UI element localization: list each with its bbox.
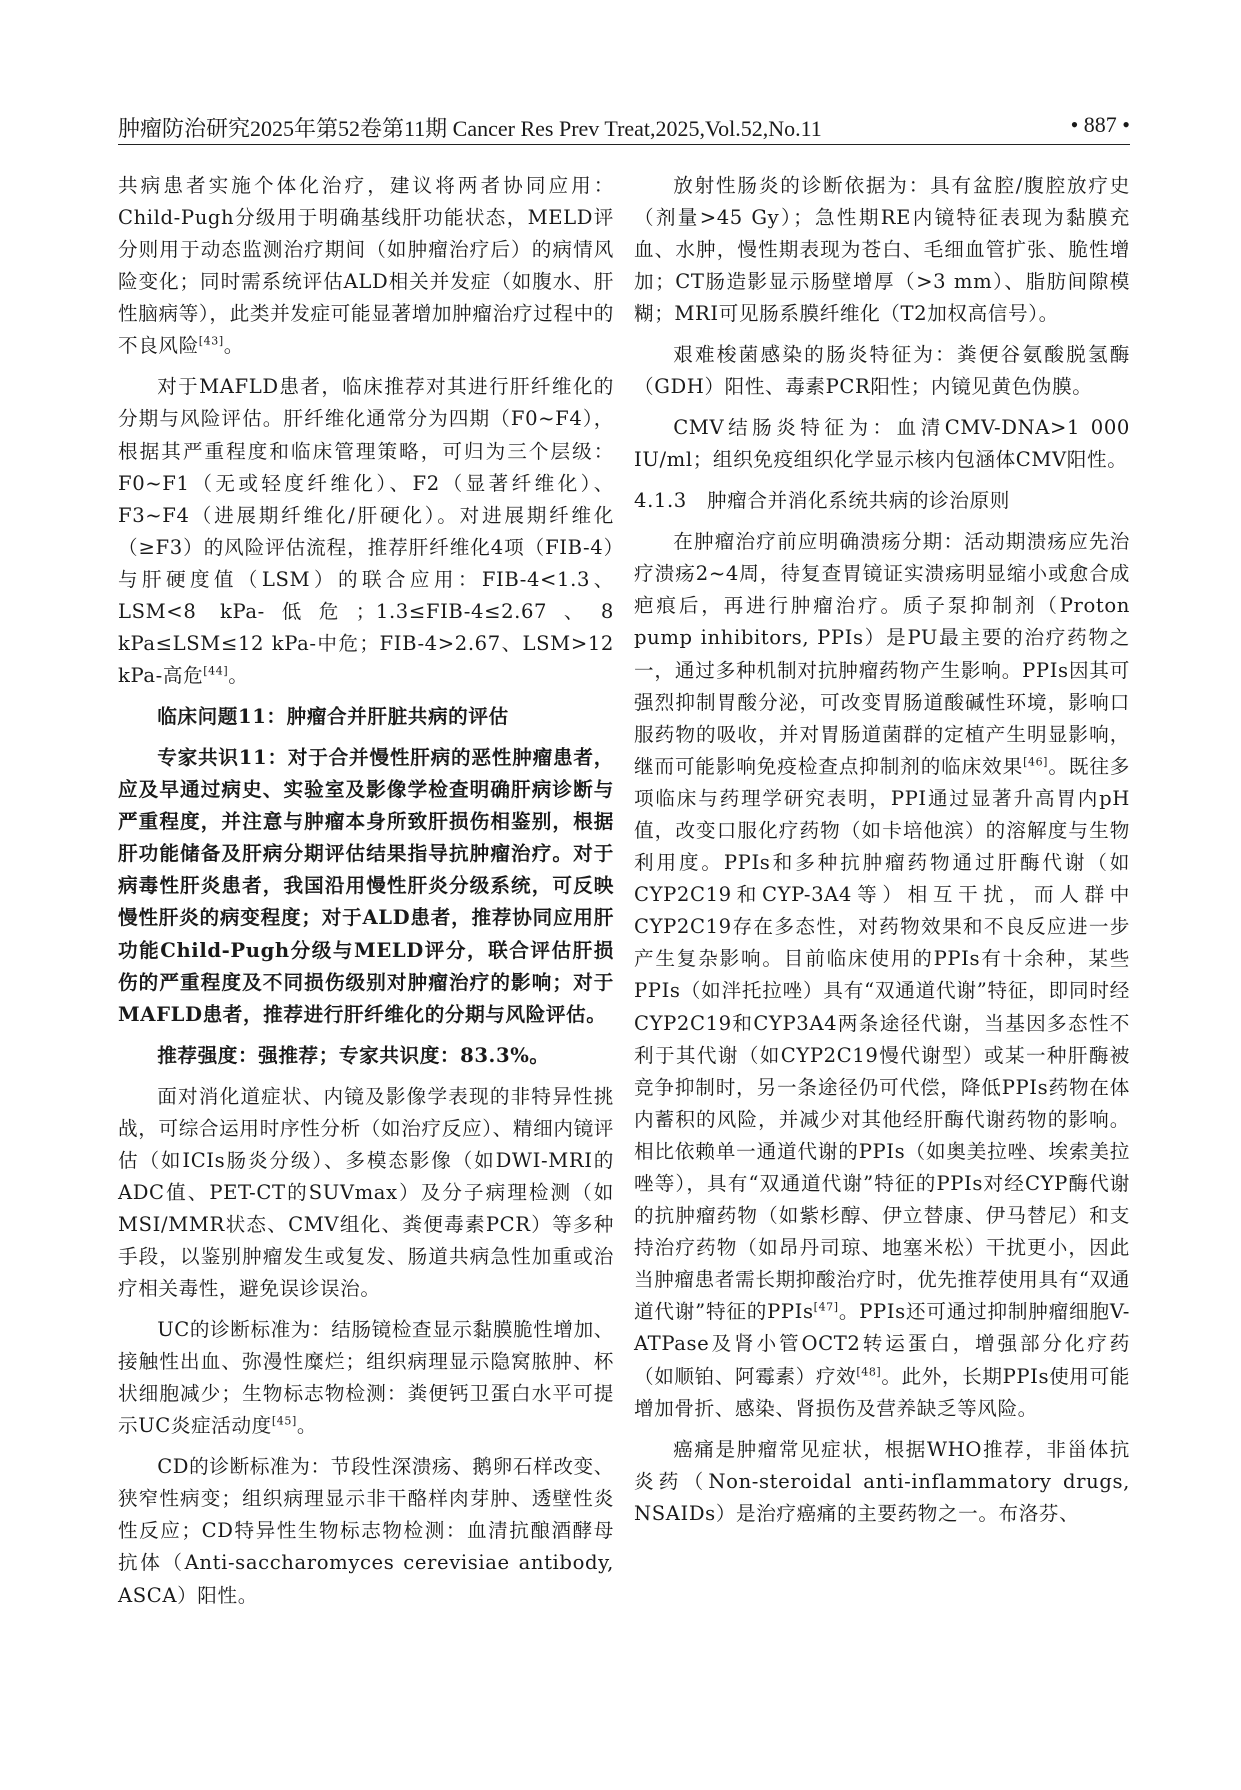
paragraph: 癌痛是肿瘤常见症状，根据WHO推荐，非甾体抗炎药（Non-steroidal anti-inflammatory drugs, NSAIDs）是治疗癌痛的主要药物之一。布洛芬、 (634, 1437, 1130, 1525)
page-header (118, 108, 1130, 145)
paragraph: 在肿瘤治疗前应明确溃疡分期：活动期溃疡应先治疗溃疡2~4周，待复查胃镜证实溃疡明显缩小或愈合成疤痕后，再进行肿瘤治疗。质子泵抑制剂（Proton pump inhibitors, PPIs）是PU最主要的治疗药物之一，通过多种机制对抗肿瘤药物产生影响。PPIs因其可强烈抑制胃酸分泌，可改变胃肠道酸碱性环境，影响口服药物的吸收，并对胃肠道菌群的定植产生明显影响，继而可能影响免疫检查点抑制剂的临床效果[46]。既往多项临床与药理学研究表明，PPI通过显著升高胃内pH值，改变口服化疗药物（如卡培他滨）的溶解度与生物利用度。PPIs和多种抗肿瘤药物通过肝酶代谢（如CYP2C19和CYP-3A4等）相互干扰，而人群中CYP2C19存在多态性，对药物效果和不良反应进一步产生复杂影响。目前临床使用的PPIs有十余种，某些PPIs（如泮托拉唑）具有“双通道代谢”特征，即同时经CYP2C19和CYP3A4两条途径代谢，当基因多态性不利于其代谢（如CYP2C19慢代谢型）或某一种肝酶被竞争抑制时，另一条途径仍可代偿，降低PPIs药物在体内蓄积的风险，并减少对其他经肝酶代谢药物的影响。相比依赖单一通道代谢的PPIs（如奥美拉唑、埃索美拉唑等），具有“双通道代谢”特征的PPIs对经CYP酶代谢的抗肿瘤药物（如紫杉醇、伊立替康、伊马替尼）和支持治疗药物（如昂丹司琼、地塞米松）干扰更小，因此当肿瘤患者需长期抑酸治疗时，优先推荐使用具有“双通道代谢”特征的PPIs[47]。PPIs还可通过抑制肿瘤细胞V-ATPase及肾小管OCT2转运蛋白，增强部分化疗药（如顺铂、阿霉素）疗效[48]。此外，长期PPIs使用可能增加骨折、感染、肾损伤及营养缺乏等风险。 (634, 530, 1130, 1420)
left-column (118, 170, 614, 1620)
paragraph: 面对消化道症状、内镜及影像学表现的非特异性挑战，可综合运用时序性分析（如治疗反应）、精细内镜评估（如ICIs肠炎分级）、多模态影像（如DWI-MRI的ADC值、PET-CT的SUVmax）及分子病理检测（如MSI/MMR状态、CMV组化、粪便毒素PCR）等多种手段，以鉴别肿瘤发生或复发、肠道共病急性加重或治疗相关毒性，避免误诊误治。 (118, 1084, 614, 1301)
journal-citation: 肿瘤防治研究2025年第52卷第11期 Cancer Res Prev Treat,2025,Vol.52,No.11 (118, 116, 822, 141)
clinical-question-heading: 临床问题11：肿瘤合并肝脏共病的评估 (157, 705, 509, 729)
paragraph: CD的诊断标准为：节段性深溃疡、鹅卵石样改变、狭窄性病变；组织病理显示非干酪样肉芽肿、透壁性炎性反应；CD特异性生物标志物检测：血清抗酿酒酵母抗体（Anti-saccharomyces cerevisiae antibody, ASCA）阳性。 (118, 1455, 614, 1607)
page-number: • 887 • (1070, 112, 1130, 137)
paragraph: 放射性肠炎的诊断依据为：具有盆腔/腹腔放疗史（剂量>45 Gy）；急性期RE内镜特征表现为黏膜充血、水肿，慢性期表现为苍白、毛细血管扩张、脆性增加；CT肠造影显示肠壁增厚（>3 mm）、脂肪间隙模糊；MRI可见肠系膜纤维化（T2加权高信号）。 (634, 174, 1130, 326)
recommendation-strength: 推荐强度：强推荐；专家共识度：83.3%。 (157, 1043, 550, 1067)
right-column (634, 170, 1130, 1539)
section-heading: 4.1.3 肿瘤合并消化系统共病的诊治原则 (634, 489, 1010, 513)
paragraph: 艰难梭菌感染的肠炎特征为：粪便谷氨酸脱氢酶（GDH）阳性、毒素PCR阳性；内镜见黄色伪膜。 (634, 343, 1130, 399)
paragraph: CMV结肠炎特征为：血清CMV-DNA>1 000 IU/ml；组织免疫组织化学显示核内包涵体CMV阳性。 (634, 416, 1130, 472)
paragraph: UC的诊断标准为：结肠镜检查显示黏膜脆性增加、接触性出血、弥漫性糜烂；组织病理显示隐窝脓肿、杯状细胞减少；生物标志物检测：粪便钙卫蛋白水平可提示UC炎症活动度[45]。 (118, 1317, 614, 1438)
paragraph: 共病患者实施个体化治疗，建议将两者协同应用：Child-Pugh分级用于明确基线肝功能状态，MELD评分则用于动态监测治疗期间（如肿瘤治疗后）的病情风险变化；同时需系统评估ALD相关并发症（如腹水、肝性脑病等），此类并发症可能显著增加肿瘤治疗过程中的不良风险[43]。 (118, 174, 614, 358)
expert-consensus: 专家共识11：对于合并慢性肝病的恶性肿瘤患者，应及早通过病史、实验室及影像学检查明确肝病诊断与严重程度，并注意与肿瘤本身所致肝损伤相鉴别，根据肝功能储备及肝病分期评估结果指导抗肿瘤治疗。对于病毒性肝炎患者，我国沿用慢性肝炎分级系统，可反映慢性肝炎的病变程度；对于ALD患者，推荐协同应用肝功能Child-Pugh分级与MELD评分，联合评估肝损伤的严重程度及不同损伤级别对肿瘤治疗的影响；对于MAFLD患者，推荐进行肝纤维化的分期与风险评估。 (118, 745, 614, 1026)
paragraph: 对于MAFLD患者，临床推荐对其进行肝纤维化的分期与风险评估。肝纤维化通常分为四期（F0~F4），根据其严重程度和临床管理策略，可归为三个层级：F0~F1（无或轻度纤维化）、F2（显著纤维化）、F3~F4（进展期纤维化/肝硬化）。对进展期纤维化（≥F3）的风险评估流程，推荐肝纤维化4项（FIB-4）与肝硬度值（LSM）的联合应用：FIB-4<1.3、LSM<8 kPa-低危；1.3≤FIB-4≤2.67、8 kPa≤LSM≤12 kPa-中危；FIB-4>2.67、LSM>12 kPa-高危[44]。 (118, 375, 614, 688)
